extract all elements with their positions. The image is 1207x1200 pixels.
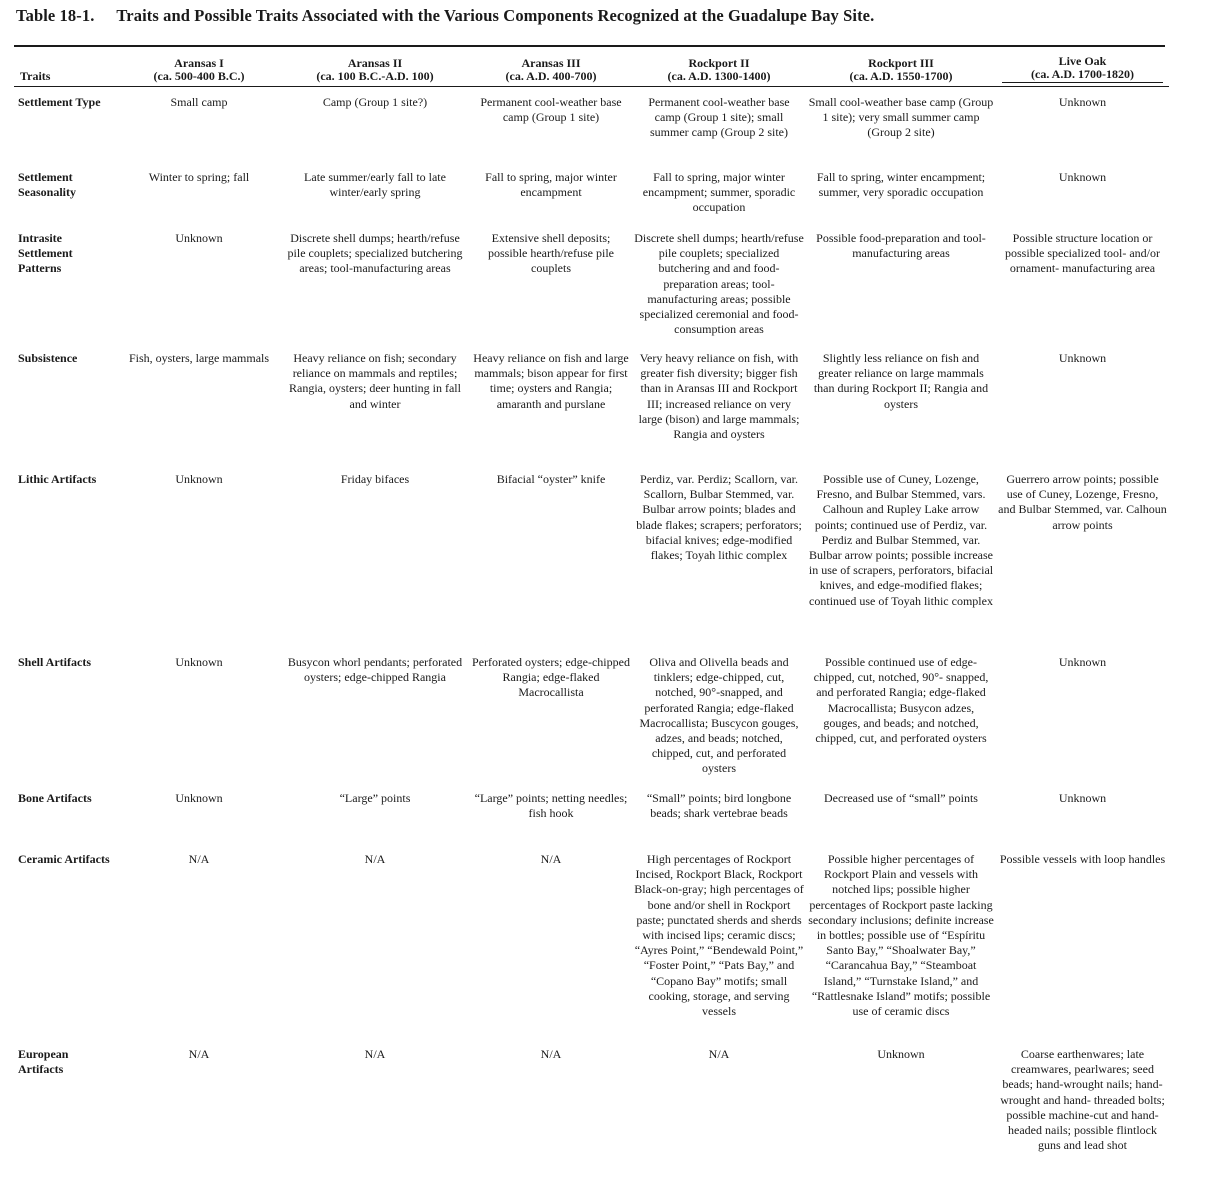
header-rule (14, 86, 1169, 87)
table-cell: Unknown (1058, 655, 1107, 669)
table-cell: Fall to spring, major winter encampment (485, 170, 617, 200)
table-cell: N/A (364, 852, 386, 866)
column-period: (ca. A.D. 1700-1820) (1002, 68, 1163, 83)
column-period: (ca. A.D. 1300-1400) (667, 69, 771, 83)
table-cell: N/A (188, 1047, 210, 1061)
table-cell: Permanent cool-weather base camp (Group 1 site) (480, 95, 622, 125)
table-row (14, 170, 1169, 231)
table-cell: Unknown (175, 655, 223, 669)
table-caption (16, 6, 874, 26)
table-row (14, 351, 1169, 472)
table-cell: Unknown (1058, 170, 1107, 184)
column-header-rockport-ii (632, 55, 806, 86)
column-period: (ca. A.D. 1550-1700) (849, 69, 953, 83)
table-cell: Decreased use of “small” points (824, 791, 978, 805)
table-cell: Discrete shell dumps; hearth/refuse pile couplets; specialized butchering areas; tool-manufacturing areas (287, 231, 463, 276)
header-row (14, 55, 1169, 86)
table-cell: Very heavy reliance on fish, with greater fish diversity; bigger fish than in Aransas III and Rockport III; increased reliance on very large (bison) and large mammals; Rangia and oysters (638, 351, 800, 442)
table-row (14, 852, 1169, 1047)
column-header-aransas-iii (470, 55, 632, 86)
table-cell: Late summer/early fall to late winter/early spring (304, 170, 446, 200)
column-name: Rockport III (868, 56, 934, 70)
column-name: Rockport II (688, 56, 750, 70)
table-cell: Unknown (175, 231, 223, 245)
table-cell: Permanent cool-weather base camp (Group 1 site); small summer camp (Group 2 site) (648, 95, 790, 140)
table-cell: Small camp (170, 95, 228, 109)
table-cell: Fish, oysters, large mammals (128, 351, 270, 365)
traits-table (14, 55, 1169, 1167)
table-cell: Possible food-preparation and tool-manufacturing areas (816, 231, 986, 261)
table-row (14, 231, 1169, 351)
table-number: Table 18-1. (16, 6, 95, 25)
table-cell: N/A (188, 852, 210, 866)
table-cell: Perforated oysters; edge-chipped Rangia; edge-flaked Macrocallista (472, 655, 630, 700)
trait-label: European Artifacts (18, 1047, 69, 1077)
column-period: (ca. 100 B.C.-A.D. 100) (316, 69, 434, 83)
trait-label: Settlement Seasonality (18, 170, 77, 200)
column-name: Aransas II (347, 56, 403, 70)
trait-label: Bone Artifacts (18, 791, 92, 805)
table-cell: Coarse earthenwares; late creamwares, pearlwares; seed beads; hand-wrought nails; hand-wrought and hand- threaded bolts; possible machine-cut and hand-headed nails; possible flintlock guns and lead shot (1000, 1047, 1165, 1153)
trait-label: Shell Artifacts (18, 655, 91, 669)
table-cell: Friday bifaces (340, 472, 410, 486)
table-cell: Unknown (1058, 95, 1107, 109)
table-cell: Discrete shell dumps; hearth/refuse pile couplets; specialized butchering and and food-preparation areas; tool-manufacturing areas; possible specialized ceremonial and food-consumption areas (634, 231, 804, 337)
table-cell: Unknown (1058, 791, 1107, 805)
top-rule (14, 45, 1165, 47)
table-cell: Slightly less reliance on fish and greater reliance on large mammals than during Rockport II; Rangia and oysters (813, 351, 989, 411)
trait-label: Subsistence (18, 351, 78, 365)
table-cell: N/A (708, 1047, 730, 1061)
table-cell: N/A (364, 1047, 386, 1061)
column-header-aransas-ii (280, 55, 470, 86)
table-cell: Unknown (877, 1047, 925, 1061)
column-name: Aransas III (521, 56, 581, 70)
column-name: Live Oak (1058, 54, 1107, 68)
table-row (14, 90, 1169, 170)
table-cell: Possible higher percentages of Rockport Plain and vessels with notched lips; possible higher percentages of Rockport paste lacking secondary inclusions; definite increase in bottles; possible use of “Espíritu Santo Bay,” “Shoalwater Bay,” “Carancahua Bay,” “Steamboat Island,” “Turnstake Island,” and “Rattlesnake Island” motifs; possible use of ceramic discs (808, 852, 994, 1019)
table-cell: Oliva and Olivella beads and tinklers; edge-chipped, cut, notched, 90°-snapped, and perforated Rangia; edge-flaked Macrocallista; Buscycon gouges, adzes, and beads; notched, chipped, cut, and perforated oysters (639, 655, 799, 776)
table-row (14, 791, 1169, 852)
table-cell: Fall to spring, winter encampment; summer, very sporadic occupation (816, 170, 986, 200)
table-cell: Small cool-weather base camp (Group 1 site); very small summer camp (Group 2 site) (808, 95, 994, 140)
table-cell: Guerrero arrow points; possible use of Cuney, Lozenge, Fresno, and Bulbar Stemmed, var. Calhoun arrow points (998, 472, 1167, 532)
table-cell: “Large” points (339, 791, 411, 805)
table-cell: Unknown (1058, 351, 1107, 365)
column-header-rockport-iii (806, 55, 996, 86)
table-cell: Possible vessels with loop handles (999, 852, 1166, 866)
table-row (14, 1047, 1169, 1167)
table-cell: Fall to spring, major winter encampment; summer, sporadic occupation (642, 170, 796, 215)
table-cell: Busycon whorl pendants; perforated oysters; edge-chipped Rangia (287, 655, 463, 685)
column-name: Aransas I (174, 56, 224, 70)
table-cell: “Large” points; netting needles; fish hook (474, 791, 628, 821)
table-cell: Unknown (175, 472, 223, 486)
table-cell: Bifacial “oyster” knife (496, 472, 606, 486)
table-cell: Unknown (175, 791, 223, 805)
table-cell: Perdiz, var. Perdiz; Scallorn, var. Scallorn, Bulbar Stemmed, var. Bulbar arrow points; blades and blade flakes; scrapers; perforators; bifacial knives; edge-modified flakes; Toyah lithic complex (636, 472, 802, 563)
column-header-aransas-i (118, 55, 280, 86)
table-row (14, 472, 1169, 655)
table-cell: Winter to spring; fall (148, 170, 250, 184)
column-name: Traits (20, 69, 51, 83)
table-cell: Possible structure location or possible specialized tool- and/or ornament- manufacturing area (1005, 231, 1160, 276)
table-cell: Heavy reliance on fish and large mammals; bison appear for first time; oysters and Rangia; amaranth and purslane (473, 351, 629, 411)
column-period: (ca. 500-400 B.C.) (153, 69, 245, 83)
table-title: Traits and Possible Traits Associated with the Various Components Recognized at the Guadalupe Bay Site. (116, 6, 875, 25)
column-period: (ca. A.D. 400-700) (505, 69, 597, 83)
trait-label: Ceramic Artifacts (18, 852, 110, 866)
table-cell: Heavy reliance on fish; secondary reliance on mammals and reptiles; Rangia, oysters; deer hunting in fall and winter (289, 351, 461, 411)
column-header-traits (14, 55, 118, 86)
table-cell: “Small” points; bird longbone beads; shark vertebrae beads (646, 791, 792, 821)
trait-label: Settlement Type (18, 95, 101, 109)
table-cell: Possible continued use of edge- chipped, cut, notched, 90°- snapped, and perforated Rangia; edge-flaked Macrocallista; Busycon adzes, gouges, and beads; and notched, chipped, cut, and perforated oysters (813, 655, 989, 746)
table-row (14, 655, 1169, 791)
trait-label: Lithic Artifacts (18, 472, 97, 486)
table-cell: Camp (Group 1 site?) (322, 95, 428, 109)
table-cell: N/A (540, 852, 562, 866)
trait-label: Intrasite Settlement Patterns (18, 231, 73, 276)
column-header-live-oak (996, 55, 1169, 86)
table-cell: N/A (540, 1047, 562, 1061)
table-cell: Possible use of Cuney, Lozenge, Fresno, and Bulbar Stemmed, vars. Calhoun and Rupley Lake arrow points; continued use of Perdiz, var. Perdiz and Bulbar Stemmed, var. Bulbar arrow points; possible increase in use of scrapers, perforators, bifacial knives, and edge-modified flakes; continued use of Toyah lithic complex (808, 472, 994, 608)
table-cell: Extensive shell deposits; possible hearth/refuse pile couplets (488, 231, 614, 276)
table-cell: High percentages of Rockport Incised, Rockport Black, Rockport Black-on-gray; high percentages of bone and/or shell in Rockport paste; punctated sherds and sherds with incised lips; ceramic discs; “Ayres Point,” “Bendewald Point,” “Foster Point,” “Pats Bay,” and “Copano Bay” motifs; small cooking, storage, and serving vessels (634, 852, 804, 1019)
